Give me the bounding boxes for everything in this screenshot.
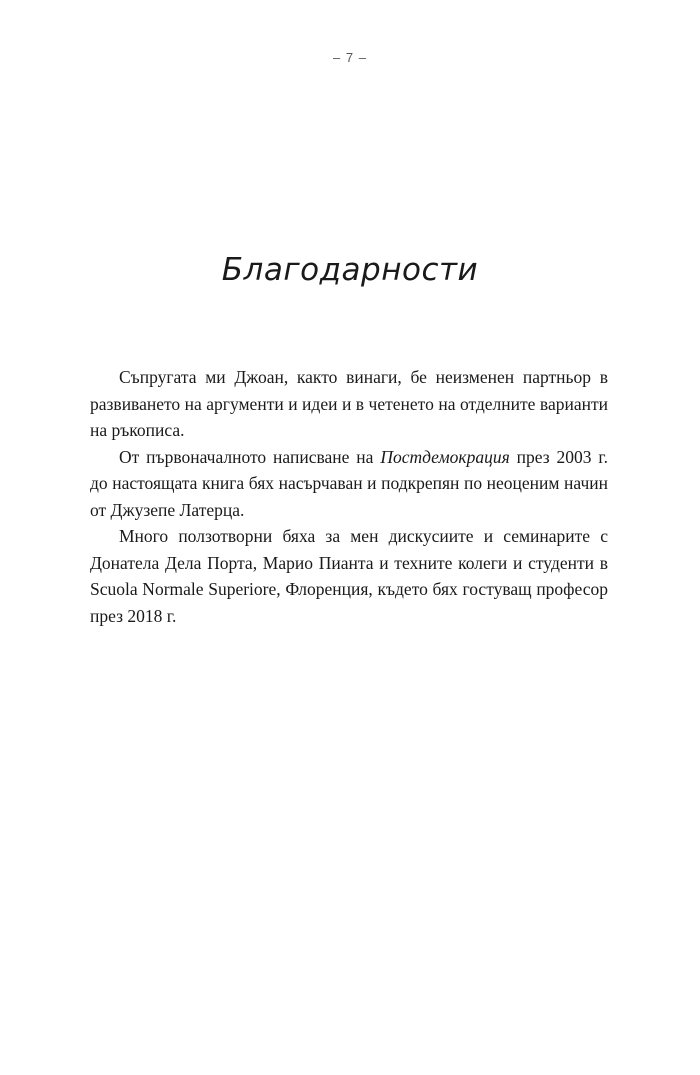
- paragraph-spouse: Съпругата ми Джоан, както винаги, бе неизменен партньор в развиването на аргументи и идеи и в четенето на отделните варианти на ръкописа.: [90, 367, 608, 440]
- paragraph-colleagues: Много ползотворни бяха за мен дискусиите и семинарите с Донатела Дела Порта, Марио Пианта и техните колеги и студенти в Scuola Normale Superiore, Флоренция, където бях гостуващ професор през 2018 г.: [90, 526, 608, 626]
- paragraph-publisher-end: през 2003 г. до настоящата книга бях насърчаван и подкрепян по неоценим начин от Джузепе Латерца.: [90, 446, 609, 520]
- chapter-title: Благодарности: [221, 252, 479, 288]
- book-title-italic: Постдемокрация: [380, 446, 510, 467]
- acknowledgements-body: [90, 364, 608, 629]
- paragraph-publisher-start: От първоначалното написване на: [119, 446, 381, 467]
- paragraph-publisher: [90, 444, 608, 524]
- page-number: – 7 –: [333, 50, 367, 65]
